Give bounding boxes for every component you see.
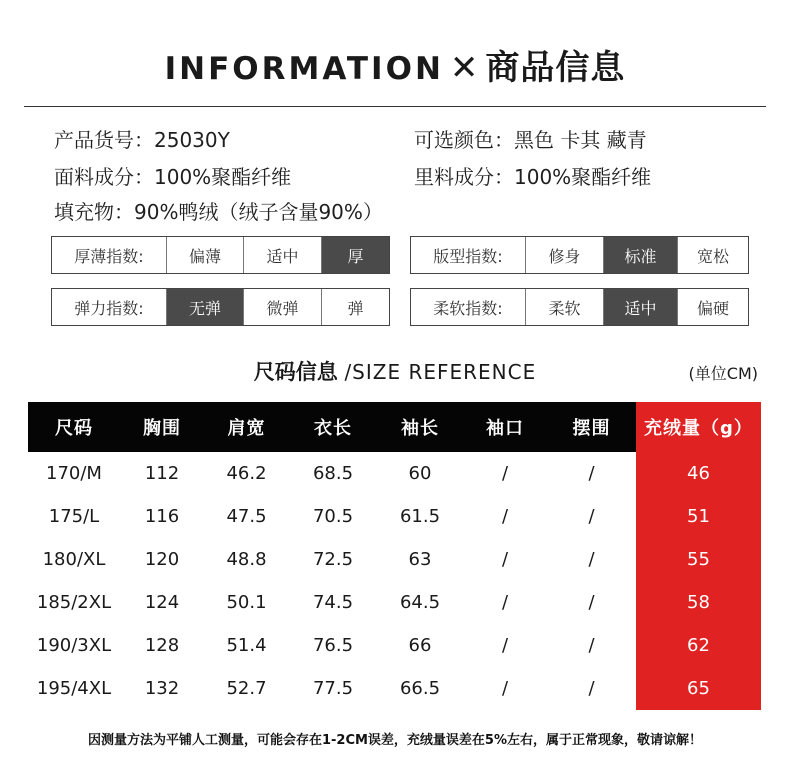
table-cell: / bbox=[588, 506, 595, 527]
table-cell: 185/2XL bbox=[36, 592, 112, 613]
table-cell: 116 bbox=[144, 506, 180, 527]
available-colors: 可选颜色：黑色 卡其 藏青 bbox=[414, 128, 647, 152]
table-cell-fill: 62 bbox=[636, 624, 761, 667]
table-cell: 52.7 bbox=[226, 678, 267, 699]
table-cell: / bbox=[588, 635, 595, 656]
header-down-fill: 充绒量（g） bbox=[636, 402, 761, 452]
table-cell: / bbox=[588, 549, 595, 570]
index-label: 版型指数: bbox=[433, 246, 503, 266]
table-cell: 120 bbox=[144, 549, 180, 570]
index-label: 厚薄指数: bbox=[74, 246, 144, 266]
index-option-selected: 适中 bbox=[603, 289, 677, 325]
table-cell: 170/M bbox=[46, 463, 102, 484]
index-option: 修身 bbox=[525, 237, 603, 273]
table-cell: 64.5 bbox=[399, 592, 441, 613]
index-option-selected: 厚 bbox=[321, 237, 389, 273]
table-cell: 46.2 bbox=[226, 463, 267, 484]
index-label: 柔软指数: bbox=[433, 298, 503, 318]
table-cell: 48.8 bbox=[226, 549, 267, 570]
table-cell: / bbox=[588, 463, 595, 484]
thickness-index bbox=[51, 236, 390, 274]
table-cell: / bbox=[501, 506, 509, 527]
table-cell: 61.5 bbox=[399, 506, 441, 527]
table-cell-fill: 46 bbox=[636, 452, 761, 495]
table-row bbox=[28, 667, 761, 710]
table-cell-fill: 55 bbox=[636, 538, 761, 581]
elasticity-index bbox=[51, 288, 390, 326]
lining-composition: 里料成分：100%聚酯纤维 bbox=[414, 165, 652, 189]
filling-info: 填充物：90%鸭绒（绒子含量90%） bbox=[54, 200, 383, 224]
page-title bbox=[0, 40, 790, 89]
header-divider bbox=[24, 106, 766, 107]
table-row bbox=[28, 538, 761, 581]
table-cell: 180/XL bbox=[42, 549, 106, 570]
table-cell: 175/L bbox=[48, 506, 100, 527]
header-sleeve: 袖长 bbox=[377, 402, 463, 452]
close-x-icon: ✕ bbox=[449, 48, 480, 88]
index-option: 弹 bbox=[321, 289, 389, 325]
table-cell: / bbox=[588, 678, 595, 699]
table-cell: 60 bbox=[408, 463, 432, 484]
table-cell: 66.5 bbox=[399, 678, 441, 699]
fabric-composition: 面料成分：100%聚酯纤维 bbox=[54, 165, 292, 189]
header-cuff: 袖口 bbox=[463, 402, 547, 452]
table-cell: 124 bbox=[144, 592, 180, 613]
item-number: 产品货号：25030Y bbox=[54, 128, 230, 152]
size-section-title: 尺码信息 /SIZE REFERENCE bbox=[253, 360, 537, 384]
table-row bbox=[28, 452, 761, 495]
table-cell: 72.5 bbox=[312, 549, 354, 570]
index-option: 适中 bbox=[243, 237, 321, 273]
table-cell: 63 bbox=[408, 549, 432, 570]
table-cell: 76.5 bbox=[312, 635, 354, 656]
table-cell-fill: 58 bbox=[636, 581, 761, 624]
table-row bbox=[28, 624, 761, 667]
header-length: 衣长 bbox=[289, 402, 377, 452]
index-option: 偏硬 bbox=[677, 289, 748, 325]
table-cell: 195/4XL bbox=[36, 678, 112, 699]
index-option: 柔软 bbox=[525, 289, 603, 325]
table-cell-fill: 65 bbox=[636, 667, 761, 710]
table-cell: / bbox=[501, 635, 509, 656]
size-table bbox=[28, 402, 761, 710]
table-cell: 190/3XL bbox=[36, 635, 112, 656]
title-en: INFORMATION bbox=[164, 51, 444, 87]
table-cell: 77.5 bbox=[312, 678, 354, 699]
table-cell: 74.5 bbox=[312, 592, 354, 613]
measurement-note: 因测量方法为平铺人工测量，可能会存在1-2CM误差，充绒量误差在5%左右，属于正常现象，敬请谅解！ bbox=[87, 733, 703, 748]
title-cn: 商品信息 bbox=[485, 48, 626, 88]
table-cell: 47.5 bbox=[226, 506, 267, 527]
index-option: 偏薄 bbox=[166, 237, 243, 273]
table-cell-fill: 51 bbox=[636, 495, 761, 538]
table-cell: 51.4 bbox=[226, 635, 267, 656]
header-shoulder: 肩宽 bbox=[204, 402, 289, 452]
table-header-row bbox=[28, 402, 761, 452]
table-cell: 50.1 bbox=[226, 592, 267, 613]
table-cell: 70.5 bbox=[312, 506, 354, 527]
index-option: 微弹 bbox=[243, 289, 321, 325]
table-cell: 112 bbox=[144, 463, 180, 484]
table-cell: / bbox=[501, 592, 509, 613]
table-cell: / bbox=[501, 678, 509, 699]
unit-label: (单位CM) bbox=[688, 364, 758, 383]
softness-index bbox=[410, 288, 749, 326]
table-cell: 68.5 bbox=[312, 463, 354, 484]
table-cell: / bbox=[501, 549, 509, 570]
table-row bbox=[28, 495, 761, 538]
table-cell: 128 bbox=[144, 635, 180, 656]
table-cell: / bbox=[588, 592, 595, 613]
table-cell: 132 bbox=[144, 678, 180, 699]
table-row bbox=[28, 581, 761, 624]
index-option-selected: 无弹 bbox=[166, 289, 243, 325]
header-size: 尺码 bbox=[28, 402, 120, 452]
index-option-selected: 标准 bbox=[603, 237, 677, 273]
index-option: 宽松 bbox=[677, 237, 748, 273]
fit-index bbox=[410, 236, 749, 274]
table-cell: / bbox=[501, 463, 509, 484]
table-cell: 66 bbox=[408, 635, 432, 656]
header-hem: 摆围 bbox=[547, 402, 636, 452]
header-chest: 胸围 bbox=[120, 402, 204, 452]
index-label: 弹力指数: bbox=[74, 298, 144, 318]
